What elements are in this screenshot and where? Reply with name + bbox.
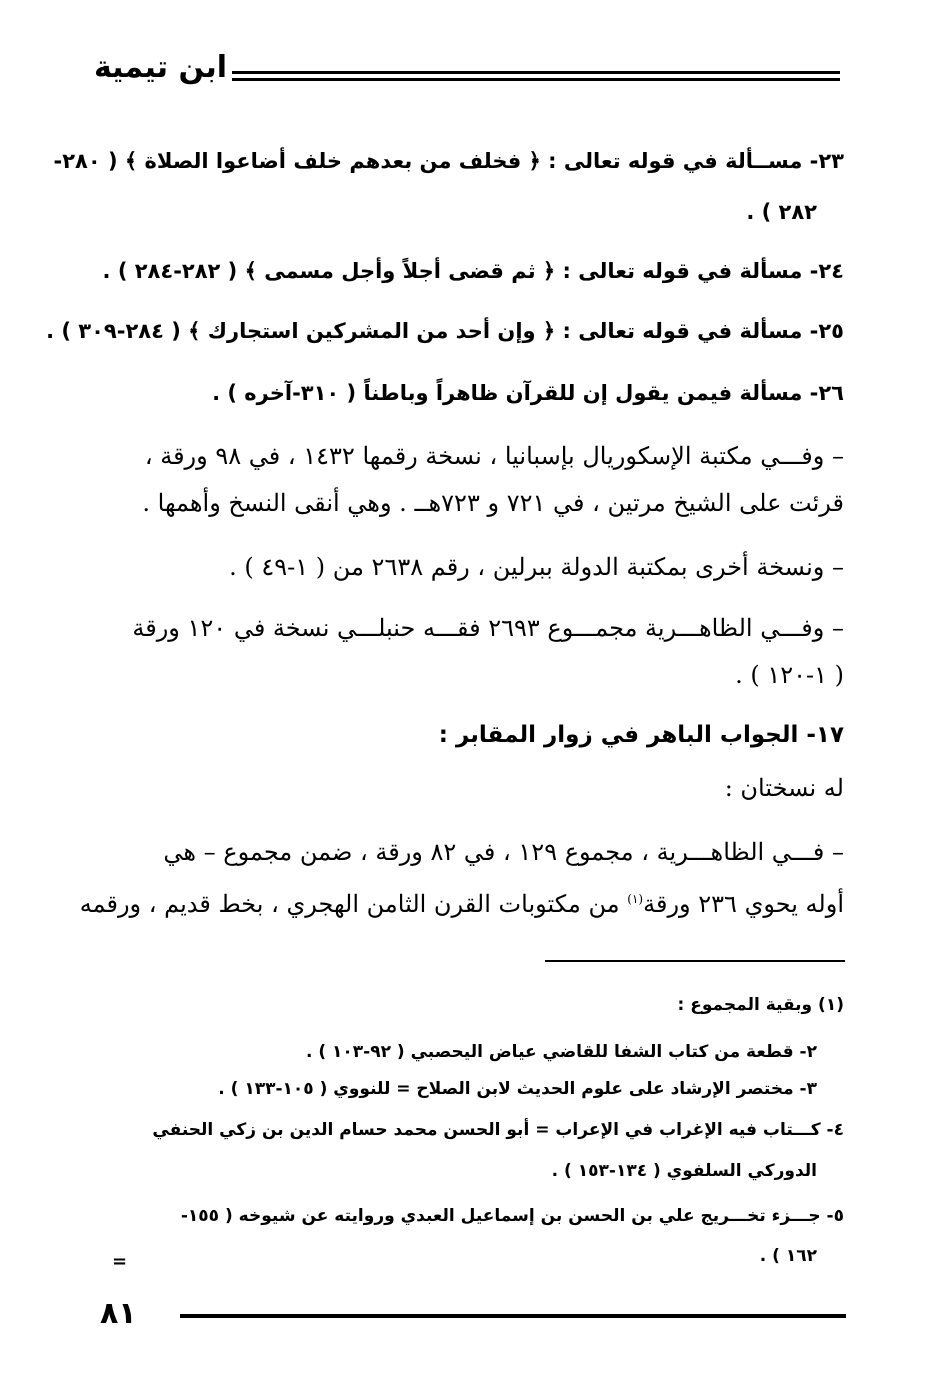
- header-double-rule: [232, 71, 840, 81]
- text-line: – ونسخة أخرى بمكتبة الدولة ببرلين ، رقم ٢٦٣٨ من ( ١-٤٩ ) .: [229, 553, 844, 581]
- text-line: ٢٥- مسألة في قوله تعالى : ﴿ وإن أحد من المشركين استجارك ﴾ ( ٢٨٤-٣٠٩ ) .: [46, 319, 844, 343]
- text-line: – وفـــي الظاهـــرية مجمـــوع ٢٦٩٣ فقـــه حنبلـــي نسخة في ١٢٠ ورقة: [132, 614, 844, 642]
- footnote-line: ١٦٢ ) .: [759, 1246, 817, 1266]
- text-line: – وفـــي مكتبة الإسكوريال بإسبانيا ، نسخة رقمها ١٤٣٢ ، في ٩٨ ورقة ،: [144, 442, 844, 470]
- page-number: ٨١: [100, 1296, 137, 1331]
- text-line: قرئت على الشيخ مرتين ، في ٧٢١ و ٧٢٣هــ . وهي أنقى النسخ وأهمها .: [142, 489, 844, 517]
- footnote-marker: (١): [627, 892, 644, 906]
- footer-rule: [180, 1314, 846, 1318]
- text-line: [79, 884, 844, 919]
- continuation-mark: =: [112, 1251, 128, 1272]
- text-segment: أوله يحوي ٢٣٦ ورقة: [643, 890, 844, 918]
- footnote-line: الدوركي السلفوي ( ١٣٤-١٥٣ ) .: [551, 1161, 817, 1181]
- text-line: ٢٦- مسألة فيمن يقول إن للقرآن ظاهراً وباطناً ( ٣١٠-آخره ) .: [212, 381, 844, 405]
- footnote-line: ٥- جـــزء تخـــريج علي بن الحسن بن إسماعيل العبدي وروايته عن شيوخه ( ١٥٥-: [180, 1206, 844, 1226]
- footnote-line: ٢- قطعة من كتاب الشفا للقاضي عياض اليحصبي ( ٩٢-١٠٣ ) .: [305, 1042, 817, 1062]
- footnote-separator: [545, 960, 845, 962]
- text-line: ٢٤- مسألة في قوله تعالى : ﴿ ثم قضى أجلاً وأجل مسمى ﴾ ( ٢٨٢-٢٨٤ ) .: [102, 259, 844, 283]
- footnote-line: (١) وبقية المجموع :: [677, 995, 844, 1015]
- text-line: ( ١-١٢٠ ) .: [735, 661, 844, 689]
- text-line: له نسختان :: [724, 774, 844, 802]
- text-line: ٢٨٢ ) .: [746, 200, 817, 224]
- footnote-line: ٤- كـــتاب فيه الإغراب في الإعراب = أبو الحسن محمد حسام الدين بن زكي الحنفي: [152, 1120, 844, 1140]
- text-line: – فـــي الظاهـــرية ، مجموع ١٢٩ ، في ٨٢ ورقة ، ضمن مجموع – هي: [163, 838, 844, 866]
- text-line: ٢٣- مســألة في قوله تعالى : ﴿ فخلف من بعدهم خلف أضاعوا الصلاة ﴾ ( ٢٨٠-: [53, 149, 844, 173]
- section-heading: ١٧- الجواب الباهر في زوار المقابر :: [438, 722, 844, 748]
- footnote-line: ٣- مختصر الإرشاد على علوم الحديث لابن الصلاح = للنووي ( ١٠٥-١٣٣ ) .: [218, 1079, 817, 1099]
- running-header-title: ابن تيمية: [93, 50, 227, 85]
- text-segment: من مكتوبات القرن الثامن الهجري ، بخط قديم ، ورقمه: [79, 890, 620, 918]
